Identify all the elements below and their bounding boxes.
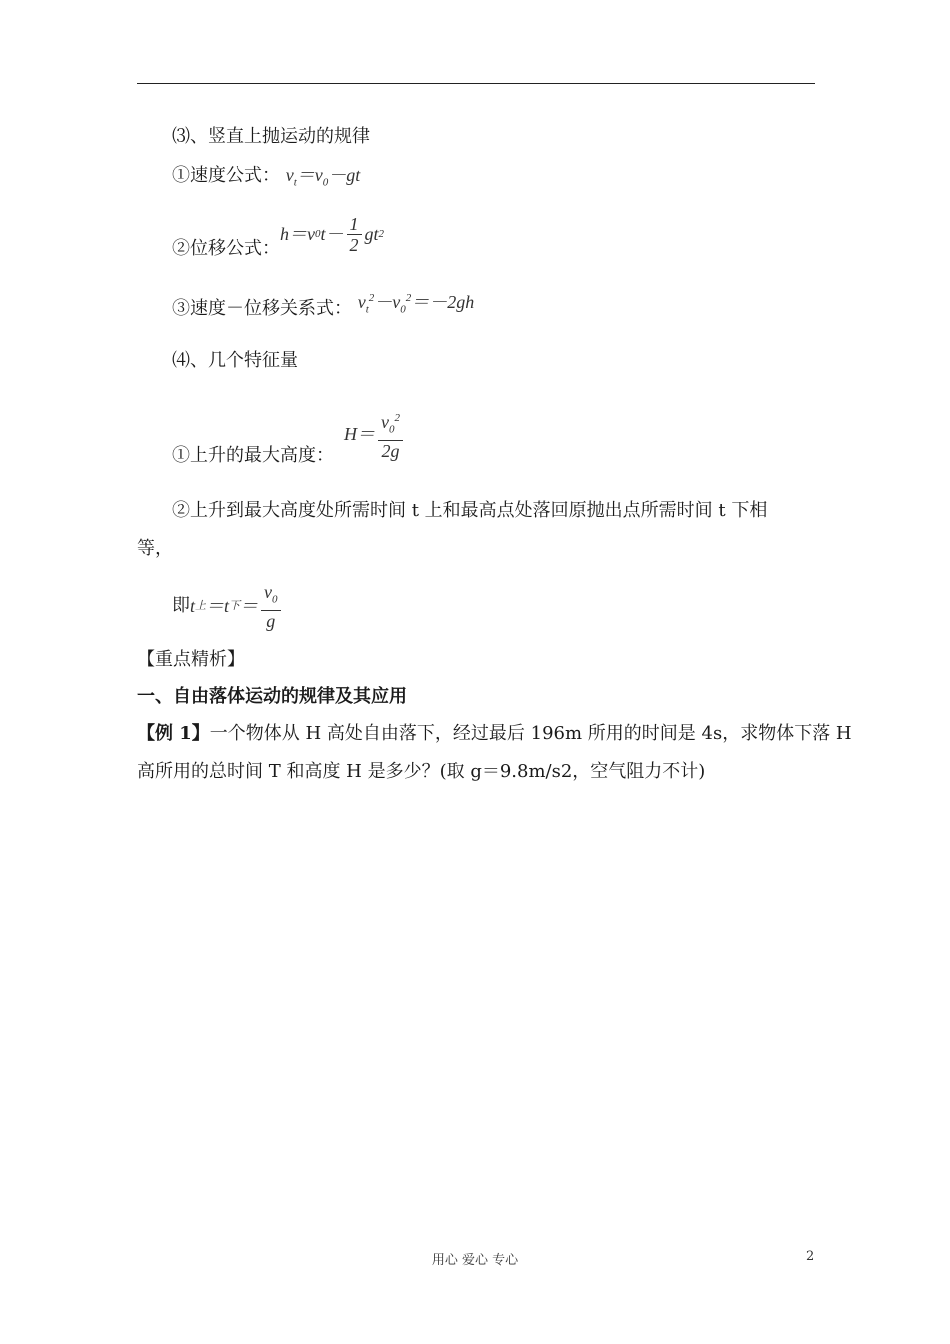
velocity-formula: $v_t=v_0-gt$ (285, 165, 361, 189)
example1-text: 一个物体从 H 高处自由落下，经过最后 196m 所用的时间是 4s，求物体下落 H (209, 723, 852, 744)
section3-heading: ⑶、竖直上抛运动的规律 (172, 126, 370, 147)
displacement-formula-label: ②位移公式： (172, 238, 280, 259)
velocity-displacement-formula: $v_t^2-v_0^2=-2gh$ (357, 292, 475, 316)
example1-line2: 高所用的总时间 T 和高度 H 是多少？(取 g＝9.8m/s2，空气阻力不计) (137, 761, 706, 782)
max-height-line (172, 444, 334, 468)
time-fraction: $\frac{v_0}{g}$ (261, 582, 281, 631)
max-height-formula: H＝ $\frac{v_0^2}{2g}$ (344, 408, 406, 461)
time-equality-line1: ②上升到最大高度处所需时间 t 上和最高点处落回原抛出点所需时间 t 下相 (172, 500, 768, 521)
time-formula: t 上 ＝t 下 ＝ $\frac{v_0}{g}$ (190, 582, 284, 631)
displacement-formula-line (172, 213, 385, 260)
page-number: 2 (806, 1249, 815, 1264)
example1-line1 (137, 722, 852, 746)
velocity-displacement-label: ③速度－位移关系式： (172, 298, 352, 319)
section4-heading: ⑷、几个特征量 (172, 350, 298, 371)
velocity-formula-label: ①速度公式： (172, 165, 280, 186)
free-fall-subheading: 一、自由落体运动的规律及其应用 (137, 686, 407, 707)
header-rule (137, 83, 815, 84)
max-height-fraction: $\frac{v_0^2}{2g}$ (378, 408, 403, 461)
footer-motto: 用心 爱心 专心 (431, 1253, 519, 1268)
key-analysis-label: 【重点精析】 (137, 649, 245, 670)
velocity-displacement-line (172, 292, 474, 328)
example1-label: 【例 1】 (137, 723, 210, 744)
time-formula-prefix: 即 (172, 595, 190, 617)
time-formula-line (172, 582, 284, 631)
half-fraction: $\frac{1}{2}$ (347, 214, 362, 255)
displacement-formula: h＝v 0 t－ $\frac{1}{2}$ gt 2 (280, 213, 385, 255)
max-height-label: ①上升的最大高度： (172, 445, 334, 466)
time-equality-line2: 等， (137, 538, 173, 559)
velocity-formula-line (172, 163, 360, 195)
